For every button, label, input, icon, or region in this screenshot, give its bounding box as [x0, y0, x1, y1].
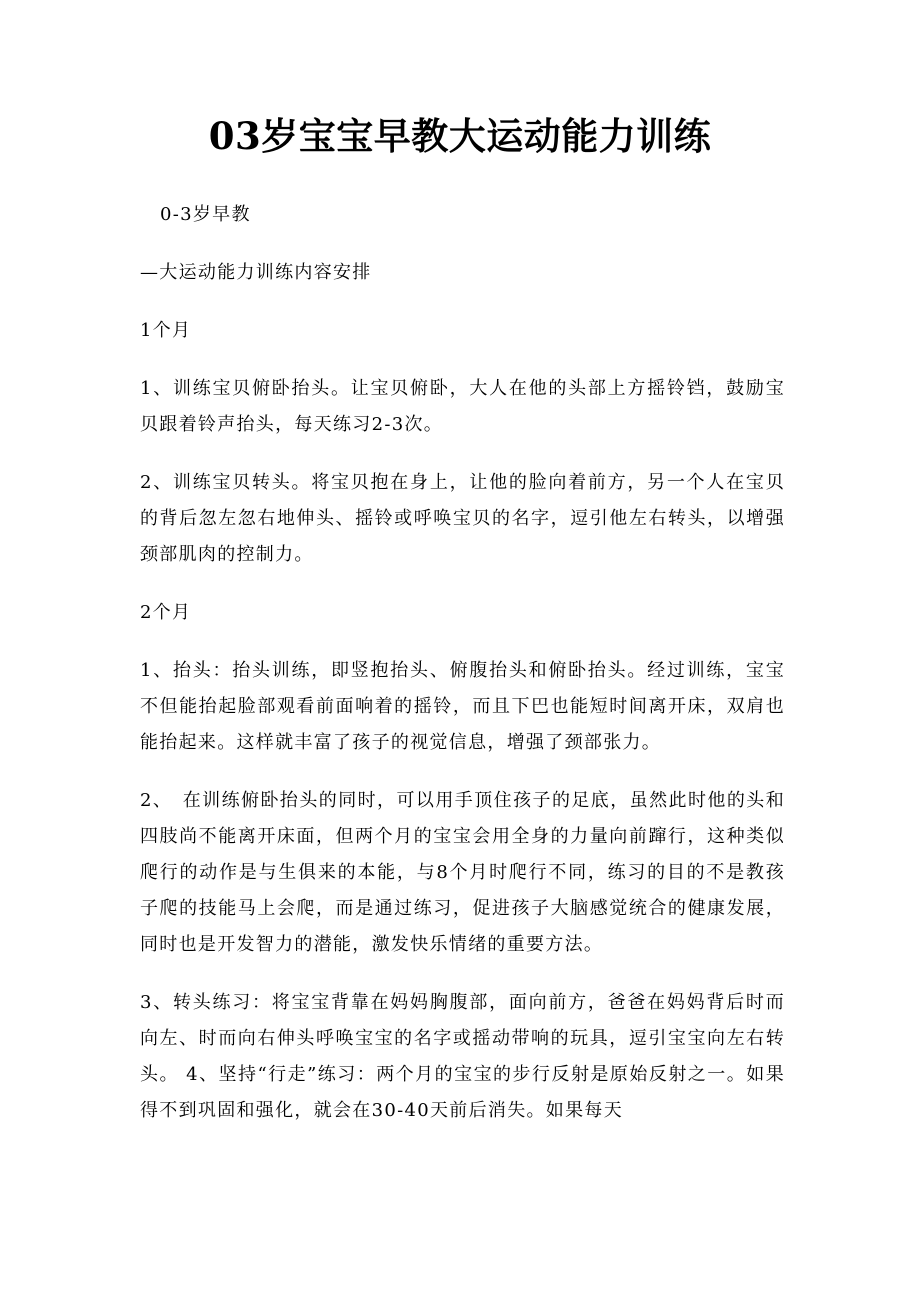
paragraph: 2、 在训练俯卧抬头的同时，可以用手顶住孩子的足底，虽然此时他的头和四肢尚不能离开床面，但两个月的宝宝会用全身的力量向前蹿行，这种类似爬行的动作是与生俱来的本能，与8个月时爬行不同，练习的目的不是教孩子爬的技能马上会爬，而是通过练习，促进孩子大脑感觉统合的健康发展，同时也是开发智力的潜能，激发快乐情绪的重要方法。 [140, 790, 785, 955]
paragraph-subtitle: 0-3岁早教 [160, 204, 251, 225]
paragraph: 2、训练宝贝转头。将宝贝抱在身上，让他的脸向着前方，另一个人在宝贝的背后忽左忽右地伸头、摇铃或呼唤宝贝的名字，逗引他左右转头，以增强颈部肌肉的控制力。 [140, 472, 785, 565]
document-title: 03岁宝宝早教大运动能力训练 [208, 114, 712, 158]
document-body [140, 197, 785, 1151]
paragraph: 1、训练宝贝俯卧抬头。让宝贝俯卧，大人在他的头部上方摇铃铛，鼓励宝贝跟着铃声抬头，每天练习2-3次。 [140, 378, 785, 435]
paragraph: 3、转头练习：将宝宝背靠在妈妈胸腹部，面向前方，爸爸在妈妈背后时而向左、时而向右伸头呼唤宝宝的名字或摇动带响的玩具，逗引宝宝向左右转头。 4、坚持“行走”练习：两个月的宝宝的步行反射是原始反射之一。如果得不到巩固和强化，就会在30-40天前后消失。如果每天 [140, 992, 785, 1121]
paragraph: 1、抬头：抬头训练，即竖抱抬头、俯腹抬头和俯卧抬头。经过训练，宝宝不但能抬起脸部观看前面响着的摇铃，而且下巴也能短时间离开床，双肩也能抬起来。这样就丰富了孩子的视觉信息，增强了颈部张力。 [140, 660, 785, 753]
paragraph-month-1: 1个月 [140, 320, 192, 341]
paragraph-section-heading: —大运动能力训练内容安排 [140, 262, 372, 283]
paragraph-month-2: 2个月 [140, 602, 192, 623]
